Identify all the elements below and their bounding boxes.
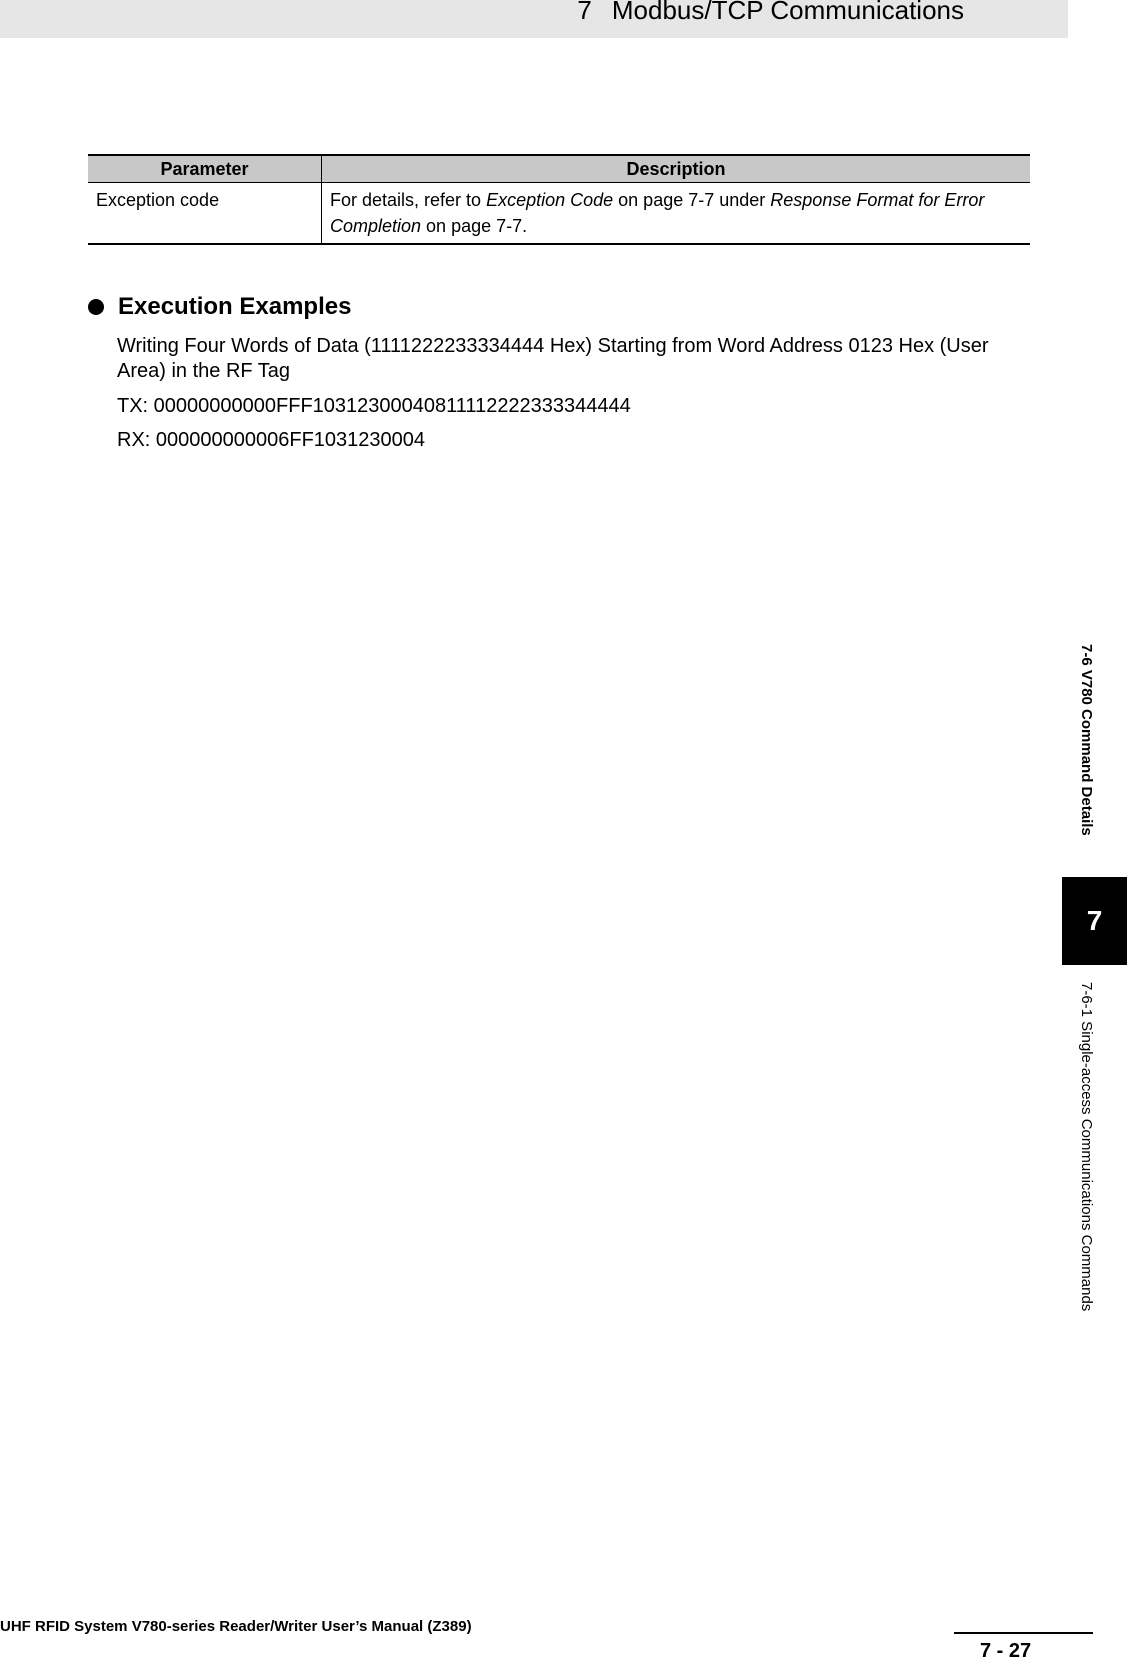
chapter-title: Modbus/TCP Communications — [611, 0, 964, 25]
table-row — [88, 183, 1030, 245]
parameter-table — [88, 154, 1030, 245]
reference-exception-code: Exception Code — [486, 190, 614, 210]
tx-line: TX: 00000000000FFF10312300040811112222333344444 — [117, 395, 631, 417]
chapter-tab: 7 — [1062, 877, 1127, 965]
reference-response-format: Response Format for Error Completion — [330, 190, 985, 236]
column-header-description: Description — [322, 155, 1031, 183]
column-header-parameter: Parameter — [88, 155, 322, 183]
bullet-dot-icon — [88, 299, 104, 315]
section-heading — [88, 292, 351, 322]
chapter-header — [577, 0, 964, 25]
side-subsection-label: 7-6-1 Single-access Communications Commands — [1078, 982, 1095, 1312]
parameter-cell: Exception code — [88, 183, 322, 245]
example-description: Writing Four Words of Data (1111222233334444 Hex) Starting from Word Address 0123 Hex (User Area) in the RF Tag — [117, 335, 989, 382]
footer-rule — [954, 1632, 1093, 1634]
description-text: For details, refer to — [330, 190, 487, 210]
table-header-row — [88, 155, 1030, 183]
rx-line: RX: 000000000006FF1031230004 — [117, 429, 426, 451]
page-number: 7 - 27 — [980, 1640, 1032, 1662]
chapter-number: 7 — [577, 0, 592, 25]
section-heading-text: Execution Examples — [118, 293, 352, 320]
description-cell — [322, 183, 1031, 245]
footer-manual-title: UHF RFID System V780-series Reader/Writer User’s Manual (Z389) — [0, 1618, 472, 1635]
description-text: on page 7-7. — [421, 216, 528, 236]
header-band — [0, 0, 1068, 38]
side-section-label: 7-6 V780 Command Details — [1078, 644, 1095, 836]
description-text: on page 7-7 under — [613, 190, 771, 210]
